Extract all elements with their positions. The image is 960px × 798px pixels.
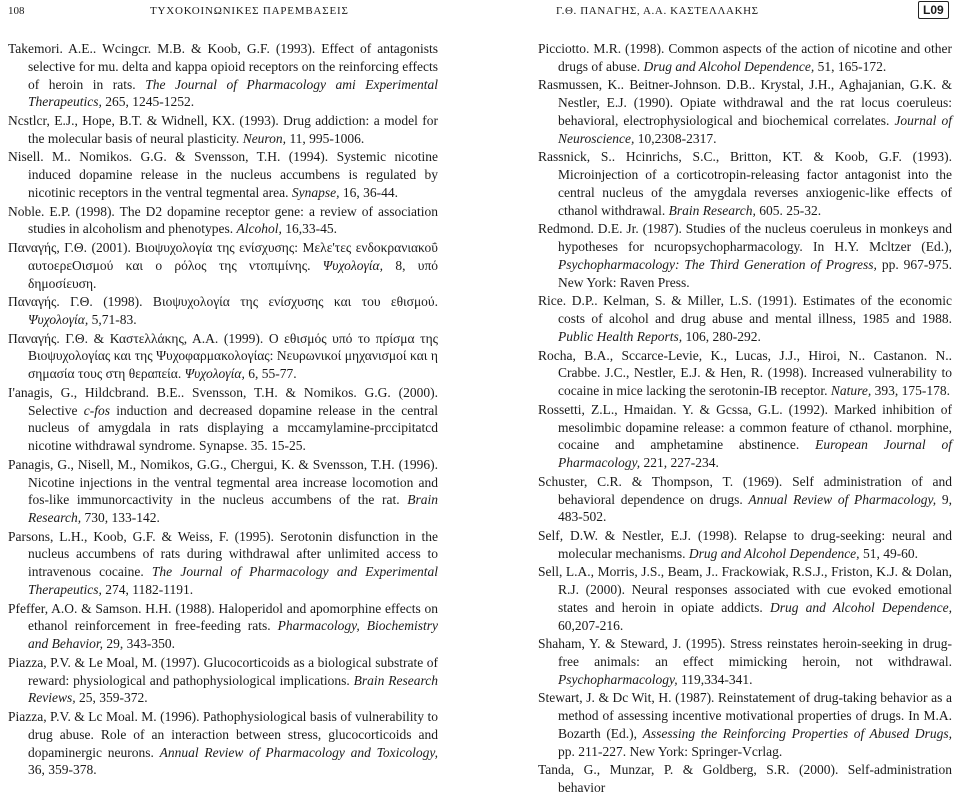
reference-journal: Ψυχολογία, (322, 257, 384, 273)
reference-journal: Nature, (830, 383, 872, 399)
reference-journal: Brain Research, (28, 492, 438, 526)
reference-entry (538, 635, 952, 688)
reference-entry (8, 456, 438, 527)
reference-journal: Ψυχολογία, (184, 366, 245, 382)
reference-journal: The Journal of Pharmacology and Experimental Therapeutics, (28, 564, 438, 598)
header-authors: Γ.Θ. ΠΑΝΑΓΗΣ, Α.Α. ΚΑΣΤΕΛΛΑΚΗΣ (556, 5, 759, 17)
reference-entry (538, 761, 952, 797)
reference-text: Noble. E.P. (1998). The D2 dopamine receptor gene: a review of association studies in alcoholism and phenotypes. (8, 203, 438, 237)
reference-volume-pages: induction and decreased dopamine release in the central nucleus of amygdala in rats displaying a mccamylamine-prccipitatcd nicotine withdrawal syndrome. Synapse. 35. 15-25. (28, 402, 438, 454)
reference-volume-pages: 274, 1182-1191. (101, 582, 194, 598)
running-header (0, 0, 960, 24)
reference-journal: Drug and Alcohol Dependence, (769, 599, 952, 615)
reference-volume-pages: 11, 995-1006. (286, 130, 365, 146)
left-column (8, 40, 438, 780)
reference-journal: Brain Research, (668, 202, 756, 218)
reference-journal: Annual Review of Pharmacology, (748, 491, 937, 507)
reference-text: Stewart, J. & Dc Wit, H. (1987). Reinstatement of drug-taking behavior as a method of assessing incentive motivational properties of drugs. In M.A. Bozarth (Ed.), (538, 690, 952, 742)
reference-text: Schuster, C.R. & Thompson, T. (1969). Self administration of and behavioral dependence on drugs. (538, 473, 952, 507)
reference-entry (8, 708, 438, 779)
reference-journal: Synapse, (291, 184, 340, 200)
reference-volume-pages: 6, 55-77. (244, 366, 297, 382)
reference-entry (538, 527, 952, 563)
reference-journal: Drug and Alcohol Dependence, (643, 58, 815, 74)
reference-entry (538, 563, 952, 634)
reference-volume-pages: 60,207-216. (558, 617, 624, 633)
page-number: 108 (8, 5, 25, 17)
reference-text: Nisell. M.. Nomikos. G.G. & Svensson, T.H. (1994). Systemic nicotine induced dopamine release in the nucleus accumbens is regulated by nicotinic receptors in the ventral tegmental area. (8, 149, 438, 200)
reference-text: Takemori. A.E.. Wcingcr. M.B. & Koob, G.F. (1993). Effect of antagonists selective for mu. delta and kappa opioid receptors on the reinforcing effects of heroin in rats. (8, 41, 438, 92)
reference-volume-pages: 221, 227-234. (640, 455, 719, 471)
reference-volume-pages: 265, 1245-1252. (101, 94, 195, 110)
reference-entry (8, 40, 438, 111)
reference-journal: Assessing the Reinforcing Properties of Abused Drugs, (642, 726, 952, 742)
reference-entry (8, 293, 438, 329)
reference-journal: Public Health Reports, (558, 328, 683, 344)
reference-entry (538, 76, 952, 147)
reference-text: Pfeffer, A.O. & Samson. H.H. (1988). Haloperidol and apomorphine effects on ethanol reinforcement in free-feeding rats. (8, 600, 438, 634)
reference-text: Piazza, P.V. & Le Moal, M. (1997). Glucocorticoids as a biological substrate of reward: physiological and pathophysiological implications. (8, 654, 438, 688)
reference-volume-pages: pp. 967-975. New York: Raven Press. (558, 256, 952, 290)
reference-entry (8, 384, 438, 455)
reference-text: Rice. D.P.. Kelman, S. & Miller, L.S. (1991). Estimates of the economic costs of alcohol and drug abuse and mental illness, 1985 and 1988. (538, 293, 952, 327)
reference-volume-pages: 730, 133-142. (81, 510, 160, 526)
reference-text: Tanda, G., Munzar, P. & Goldberg, S.R. (2000). Self-administration behavior (538, 762, 952, 796)
reference-journal: Brain Research Reviews, (28, 672, 439, 706)
reference-volume-pages: 106, 280-292. (682, 328, 761, 344)
reference-entry (8, 330, 438, 383)
reference-text: Piazza, P.V. & Lc Moal. M. (1996). Pathophysiological basis of vulnerability to drug abuse. Role of an interaction between stress, glucocorticoids and dopaminergic neurons. (8, 709, 438, 760)
reference-volume-pages: 605. 25-32. (755, 202, 822, 218)
reference-entry (8, 203, 438, 239)
reference-text: Rossetti, Z.L., Hmaidan. Y. & Gcssa, G.L. (1992). Marked inhibition of mesolimbic dopamine release: a common feature of cthanol. morphine, cocaine and amphetamine abstinence. (538, 401, 952, 453)
reference-journal: Pharmacology, Biochemistry and Behavior, (28, 618, 438, 652)
reference-journal: c-fos (83, 402, 110, 418)
reference-volume-pages: 9, 483-502. (558, 491, 952, 525)
reference-journal: Neuron, (242, 130, 287, 146)
reference-volume-pages: 16,33-45. (281, 221, 337, 237)
reference-journal: Drug and Alcohol Dependence, (688, 545, 860, 561)
reference-volume-pages: 8, υπό δημοσίευση. (28, 257, 439, 291)
reference-text: Shaham, Y. & Steward, J. (1995). Stress reinstates heroin-seeking in drug-free animals: an effect mimicking heroin, not withdrawal. (538, 636, 952, 670)
reference-journal: Alcohol, (236, 221, 282, 237)
reference-volume-pages: 5,71-83. (88, 311, 137, 327)
right-column (538, 40, 952, 798)
reference-text: I'anagis, G., Hildcbrand. B.E.. Svensson, T.H. & Nomikos. G.G. (2000). Selective (8, 384, 438, 418)
reference-volume-pages: 119,334-341. (677, 671, 753, 687)
reference-journal: Psychopharmacology: The Third Generation of Progress, (558, 256, 877, 272)
reference-journal: Journal of Neuroscience, (558, 112, 952, 146)
reference-entry (8, 239, 438, 292)
reference-volume-pages: 36, 359-378. (28, 762, 97, 778)
reference-journal: Ψυχολογία, (28, 311, 89, 327)
reference-journal: Annual Review of Pharmacology and Toxicology, (159, 744, 438, 760)
reference-journal: Psychopharmacology, (558, 671, 678, 687)
reference-journal: The Journal of Pharmacology ami Experimental Therapeutics, (28, 76, 438, 110)
reference-entry (538, 220, 952, 291)
journal-title: ΤΥΧΟΚΟΙΝΩΝΙΚΕΣ ΠΑΡΕΜΒΑΣΕΙΣ (150, 5, 349, 17)
reference-text: Rassnick, S.. Hcinrichs, S.C., Britton, KT. & Koob, G.F. (1993). Microinjection of a corticotropin-releasing factor antagonist into the central nucleus of the amygdala reverses anxiogenic-like effects of cthanol withdrawal. (538, 149, 952, 218)
reference-volume-pages: pp. 211-227. New York: Springer-Vcrlag. (558, 743, 783, 759)
reference-journal: European Journal of Pharmacology, (558, 437, 952, 471)
reference-entry (538, 689, 952, 760)
reference-entry (8, 654, 438, 707)
reference-entry (538, 347, 952, 400)
reference-entry (538, 401, 952, 472)
reference-volume-pages: 25, 359-372. (75, 690, 148, 706)
reference-text: Rasmussen, K.. Beitner-Johnson. D.B.. Krystal, J.H., Aghajanian, G.K. & Nestler, E.J. (1990). Opiate withdrawal and the rat locus coeruleus: behavioral, electrophysiological and biochemical correlates. (538, 77, 952, 128)
reference-text: Redmond. D.E. Jr. (1987). Studies of the nucleus coeruleus in monkeys and hypotheses for ncuropsychopharmacology. In H.Y. Mcltzer (Ed.), (538, 221, 952, 255)
reference-entry (538, 292, 952, 345)
reference-text: Rocha, B.A., Sccarce-Levie, K., Lucas, J.J., Hiroi, N.. Castanon. N.. Crabbe. J.C., Nestler, E.J. & Hen, R. (1998). Increased vulnerability to cocaine in mice lacking the serotonin-IB receptor. (538, 347, 952, 399)
reference-volume-pages: 16, 36-44. (339, 184, 399, 200)
reference-entry (538, 40, 952, 76)
reference-volume-pages: 10,2308-2317. (634, 130, 717, 146)
reference-text: Παναγής. Γ.Θ. & Καστελλάκης, Α.Α. (1999). Ο εθισμός υπό το πρίσμα της Βιοψυχολογίας και της Ψυχοφαρμακολογίας: Νευρωνικοί μηχανισμοί και η σημασία τους στη θεραπεία. (8, 330, 438, 382)
reference-text: Self, D.W. & Nestler, E.J. (1998). Relapse to drug-seeking: neural and molecular mechanisms. (538, 527, 952, 561)
reference-text: Ncstlcr, E.J., Hope, B.T. & Widnell, KX. (1993). Drug addiction: a model for the molecular basis of neural plasticity. (8, 112, 438, 146)
reference-text: Sell, L.A., Morris, J.S., Beam, J.. Frackowiak, R.S.J., Friston, K.J. & Dolan, R.J. (2000). Neural responses associated with cue evoked emotional states and heroin in opiate addicts. (538, 564, 952, 615)
reference-entry (8, 600, 438, 653)
page-tag: L09 (918, 1, 949, 19)
reference-entry (8, 148, 438, 201)
reference-text: Parsons, L.H., Koob, G.F. & Weiss, F. (1995). Serotonin disfunction in the nucleus accumbens of rats during withdrawal after unlimited access to intravenous cocaine. (8, 528, 438, 580)
reference-text: Παναγής. Γ.Θ. (1998). Βιοψυχολογία της ενίσχυσης και του εθισμού. (8, 294, 438, 310)
reference-volume-pages: 51, 165-172. (814, 58, 887, 74)
reference-text: Picciotto. M.R. (1998). Common aspects of the action of nicotine and other drugs of abuse. (538, 41, 952, 74)
reference-entry (8, 112, 438, 148)
reference-text: Παναγής, Γ.Θ. (2001). Βιοψυχολογία της ενίσχυσης: Μελε'τες ενδοκρανιακοΰ αυτοερεOισμού και ο ρόλος της ντοπιμίνης. (8, 239, 438, 273)
reference-entry (538, 473, 952, 526)
reference-entry (8, 528, 438, 599)
reference-volume-pages: 29, 343-350. (103, 636, 175, 652)
reference-volume-pages: 393, 175-178. (871, 383, 951, 399)
reference-text: Panagis, G., Nisell, M., Nomikos, G.G., Chergui, K. & Svensson, T.H. (1996). Nicotine injections in the ventral tegmental area increase locomotion and fos-like immunorcactivity in the nucleus accumbens of the rat. (8, 456, 438, 508)
reference-entry (538, 148, 952, 219)
reference-volume-pages: 51, 49-60. (859, 545, 919, 561)
